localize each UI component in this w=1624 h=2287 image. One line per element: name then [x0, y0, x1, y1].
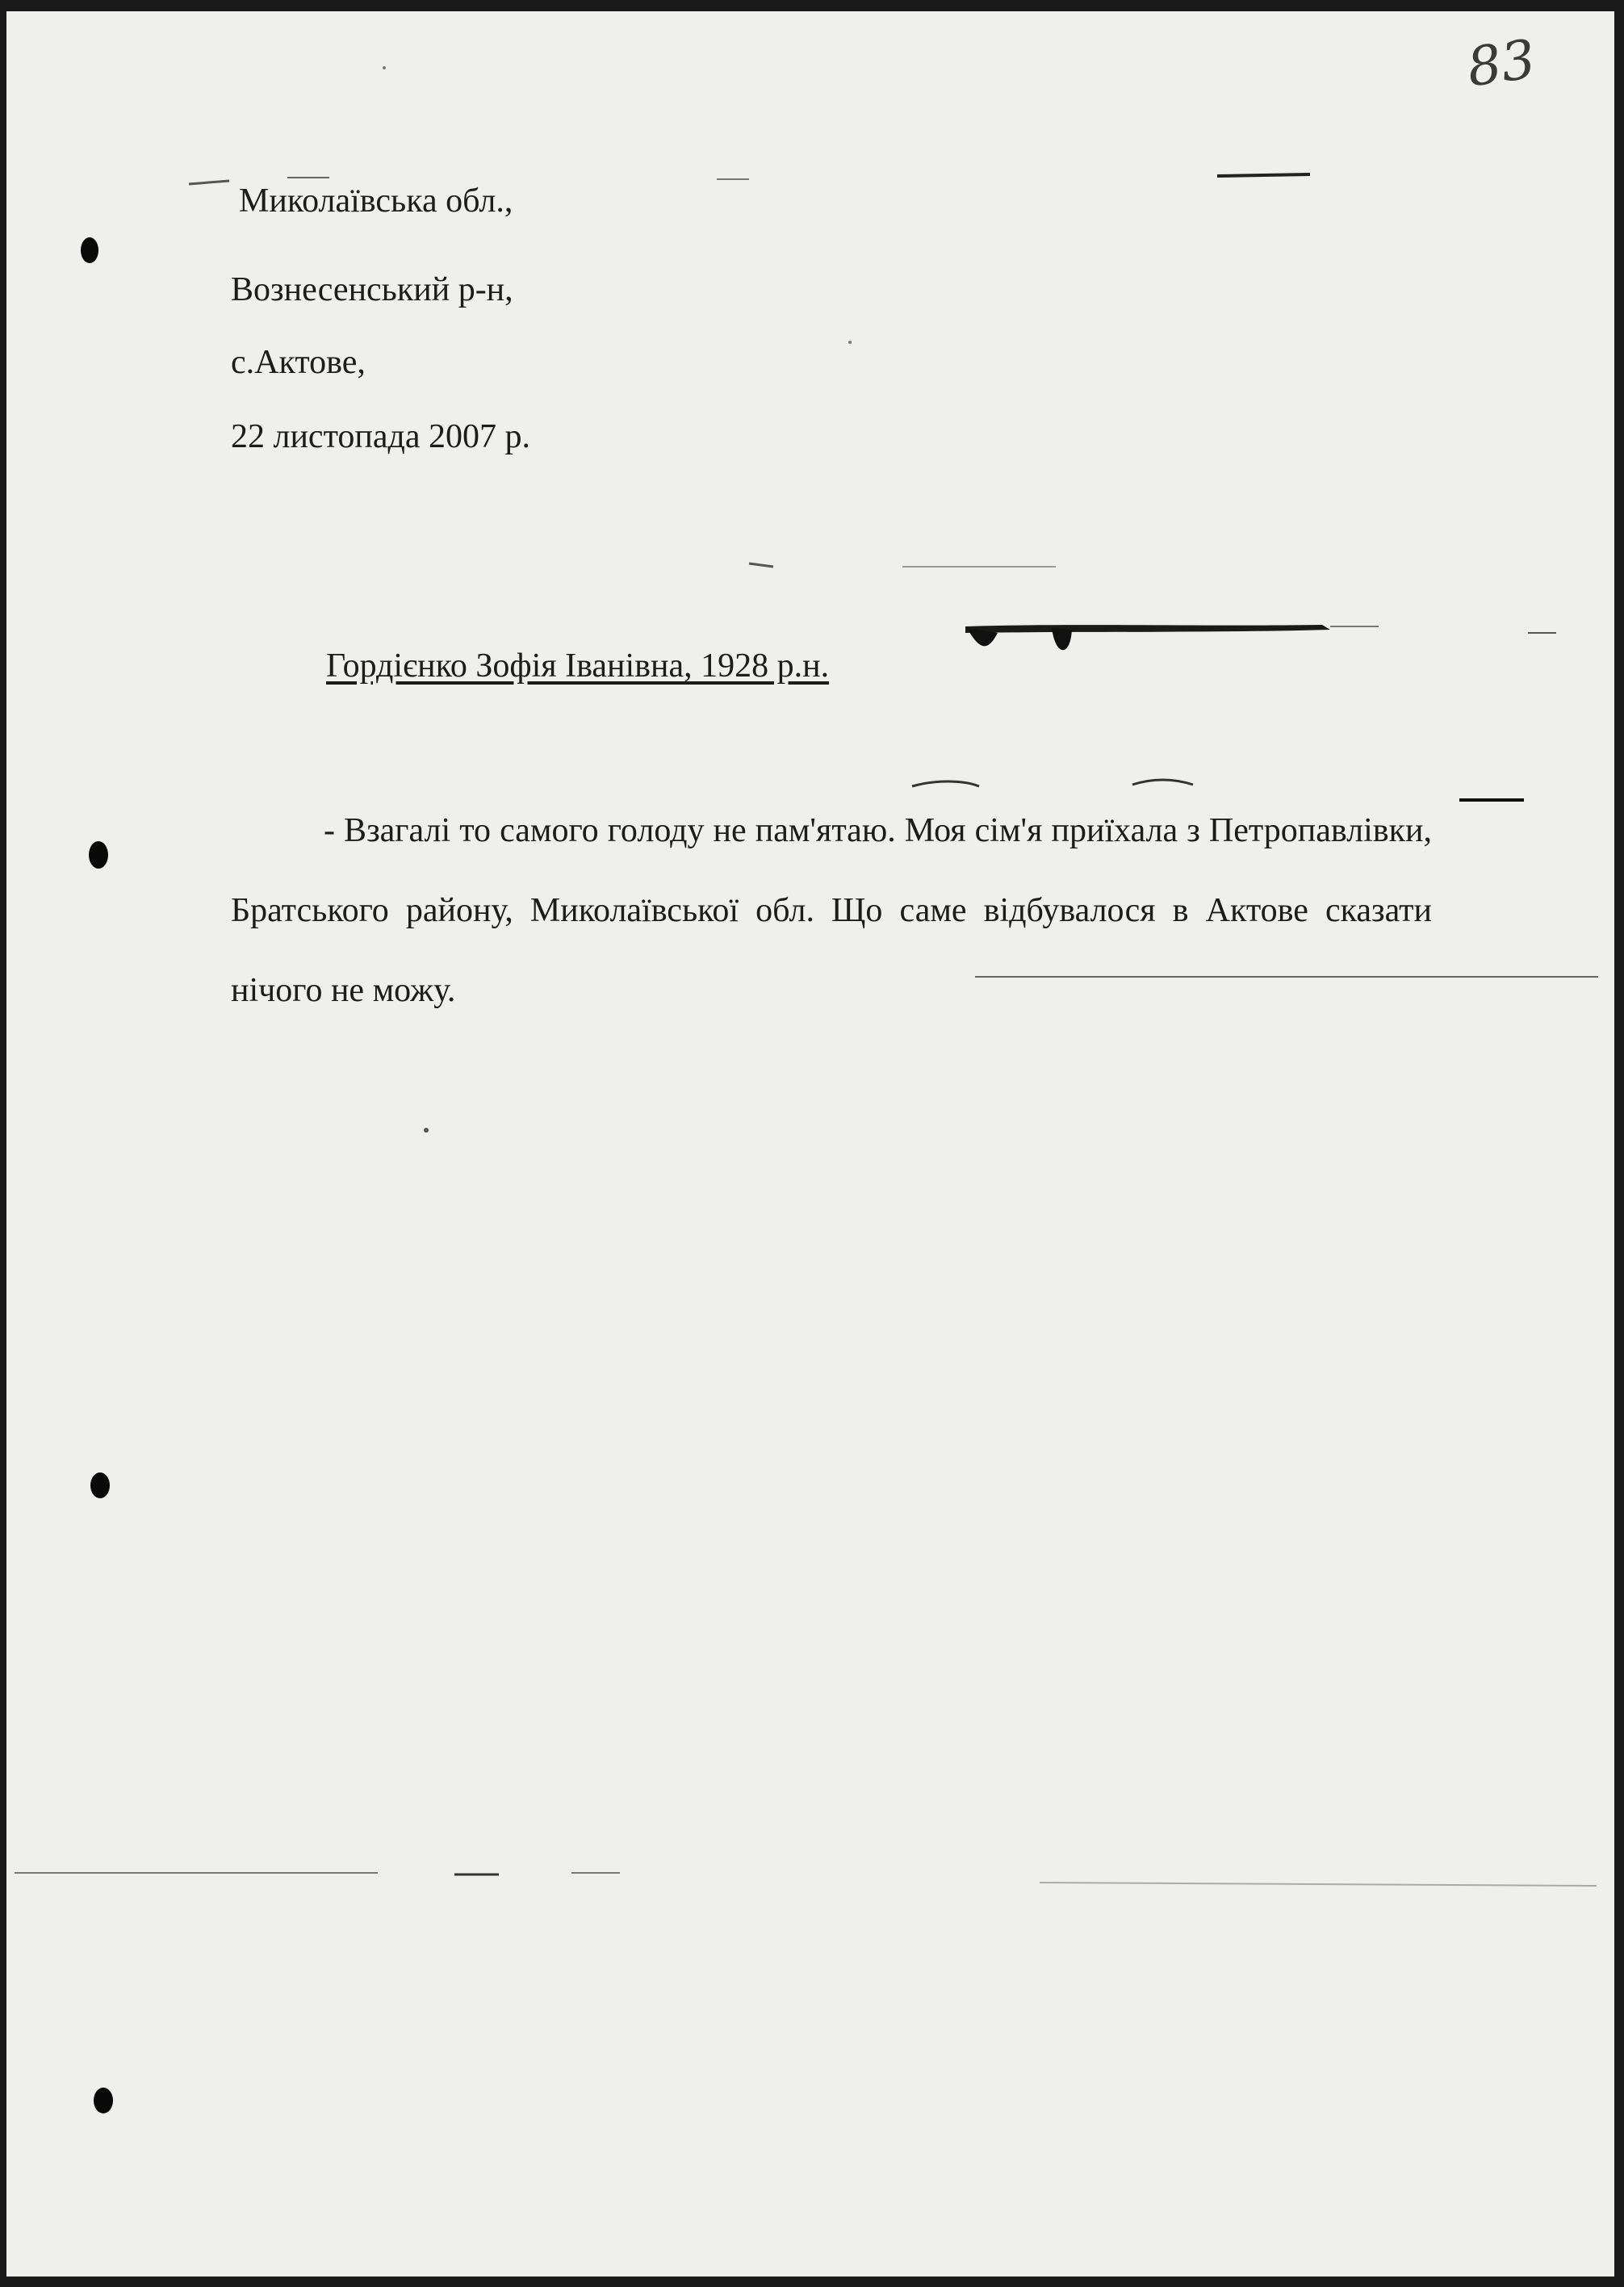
toner-streak [1217, 174, 1310, 176]
page-number: 83 [1463, 27, 1539, 99]
toner-streak [1132, 780, 1193, 785]
address-district: Вознесенський р-н, [231, 271, 513, 308]
testimony-paragraph: - Взагалі то самого голоду не пам'ятаю. Моя сім'я приїхала з Петропавлівки, Братського району, Миколаївської обл. Що саме відбувалося в Актове сказати нічого не можу. [231, 812, 1432, 1009]
document-page [6, 11, 1614, 2277]
punch-hole [81, 237, 98, 263]
dust-speck [383, 66, 386, 69]
toner-streak [1040, 1883, 1597, 1886]
punch-hole [94, 2088, 113, 2113]
address-region: Миколаївська обл., [239, 182, 513, 220]
toner-streak [189, 181, 229, 184]
address-village: с.Актове, [231, 344, 366, 381]
toner-streak [749, 563, 773, 567]
dust-speck [424, 1128, 429, 1133]
interview-date: 22 листопада 2007 р. [231, 418, 531, 455]
punch-hole [90, 1472, 110, 1498]
toner-streak [912, 781, 979, 786]
toner-smudge [965, 625, 1330, 633]
witness-heading: Гордієнко Зофія Іванівна, 1928 р.н. [326, 647, 830, 685]
punch-hole [89, 841, 108, 869]
dust-speck [848, 341, 852, 344]
toner-drip [1052, 628, 1072, 650]
